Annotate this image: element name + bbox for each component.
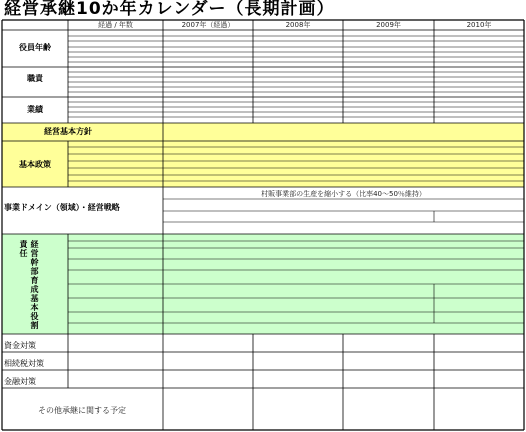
row-label-finance: 金融対策 xyxy=(4,377,36,386)
header-year-4: 2010年 xyxy=(466,21,492,29)
header-year-1: 2007年（経過） xyxy=(181,21,235,29)
row-label-age: 役員年齢 xyxy=(19,43,51,52)
row-label-domain: 事業ドメイン（領域）・経営戦略 xyxy=(4,203,120,212)
row-label-funds: 資金対策 xyxy=(4,341,36,350)
row-label-basic-policy: 基本政策 xyxy=(19,160,51,169)
grid-group xyxy=(2,20,524,430)
row-label-duty: 職責 xyxy=(27,74,43,83)
row-label-performance: 業績 xyxy=(27,105,43,114)
row-label-other: その他承継に関する予定 xyxy=(38,406,126,415)
header-corner: 経過 / 年数 xyxy=(98,21,133,29)
row-label-policy-basic: 経営基本方針 xyxy=(44,127,92,136)
row-label-tax: 相続税対策 xyxy=(4,359,44,368)
header-year-3: 2009年 xyxy=(376,21,401,29)
page-title: 経営承継10か年カレンダー（長期計画） xyxy=(4,0,335,19)
row-label-cultivation: 経営幹部育成基本役割責任 xyxy=(19,240,39,330)
domain-note: 村販事業部の生産を縮小する（比率40～50％維持） xyxy=(261,190,426,198)
header-year-2: 2008年 xyxy=(285,21,311,29)
